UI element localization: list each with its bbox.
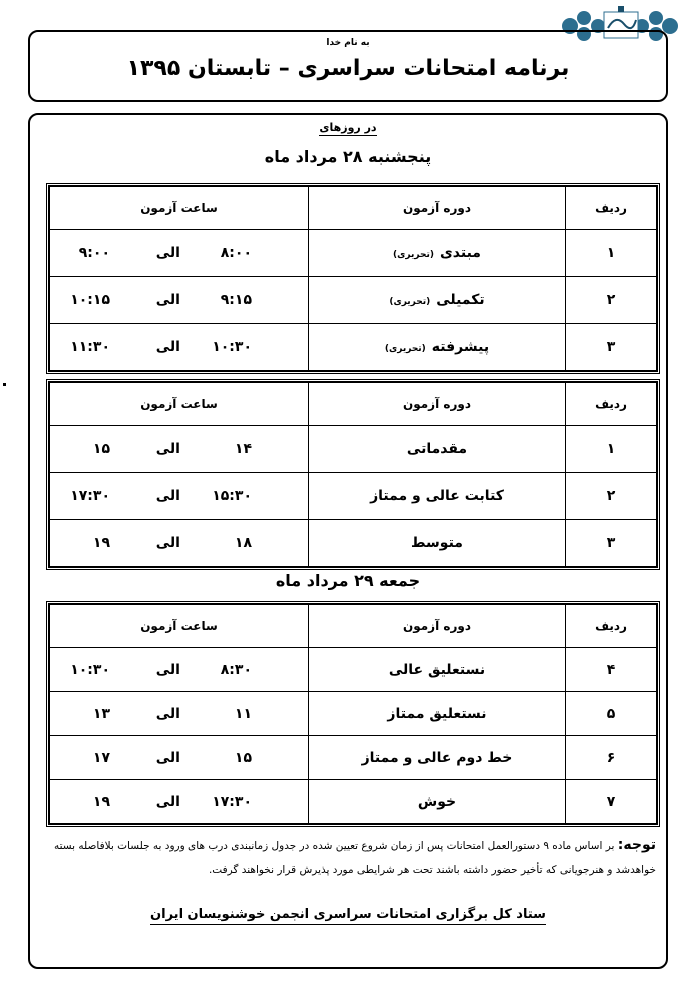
time-to-label: الی: [155, 441, 180, 457]
time-cell: [50, 473, 309, 520]
row-number: ۱: [566, 426, 657, 473]
time-end: ۱۹: [92, 535, 110, 551]
table-row: [50, 648, 657, 692]
time-cell: [50, 324, 309, 371]
table-row: [50, 692, 657, 736]
time-cell: [50, 426, 309, 473]
table-row: [50, 277, 657, 324]
notice-paragraph: [44, 833, 656, 882]
time-end: ۱۷:۳۰: [70, 488, 110, 504]
time-cell: [50, 230, 309, 277]
course-cell: [309, 277, 566, 324]
time-start: ۱۸: [234, 535, 252, 551]
course-name: کتابت عالی و ممتاز: [309, 473, 566, 520]
schedule-table-thursday-morning: [46, 183, 660, 374]
row-number: ۱: [566, 230, 657, 277]
row-number: ۷: [566, 780, 657, 824]
schedule-box: [28, 113, 668, 969]
row-number: ۶: [566, 736, 657, 780]
time-to-label: الی: [155, 488, 180, 504]
time-cell: [50, 780, 309, 824]
time-start: ۸:۰۰: [220, 245, 252, 261]
notice-label: توجه:: [617, 837, 656, 853]
time-cell: [50, 520, 309, 567]
notice-text: بر اساس ماده ۹ دستورالعمل امتحانات پس از زمان شروع تعیین شده در جدول زمانبندی درب های ورود به جلسات بلافاصله بسته خواهدشد و هنرجویانی که تأخیر حضور داشته باشند تحت هر شرایطی مورد پذیرش قرار نخواهند گرفت.: [53, 840, 656, 876]
table-header-row: [50, 605, 657, 648]
day-title-friday: جمعه ۲۹ مرداد ماه: [275, 571, 421, 590]
course-name: مبتدی: [439, 245, 481, 261]
time-end: ۱۹: [92, 793, 110, 810]
row-number: ۲: [566, 277, 657, 324]
table-row: [50, 473, 657, 520]
table-row: [50, 230, 657, 277]
time-start: ۱۰:۳۰: [212, 339, 252, 355]
header-box: [28, 30, 668, 102]
table-row: [50, 736, 657, 780]
table-row: [50, 324, 657, 371]
table-row: [50, 780, 657, 824]
day-title-thursday: پنجشنبه ۲۸ مرداد ماه: [264, 147, 432, 166]
time-start: ۱۴: [234, 441, 252, 457]
time-to-label: الی: [155, 339, 180, 355]
time-end: ۱۷: [92, 749, 110, 766]
time-start: ۸:۳۰: [220, 661, 252, 678]
time-cell: [50, 648, 309, 692]
in-days-label: در روزهای: [319, 121, 377, 134]
time-end: ۱۵: [92, 441, 110, 457]
schedule-table-thursday-afternoon: [46, 379, 660, 570]
time-start: ۱۷:۳۰: [212, 793, 252, 810]
course-tag: (تحریری): [389, 297, 431, 307]
signature: ستاد کل برگزاری امتحانات سراسری انجمن خوشنویسان ایران: [30, 907, 666, 922]
course-name: خط دوم عالی و ممتاز: [309, 736, 566, 780]
column-header-row: ردیف: [566, 383, 657, 426]
time-end: ۱۳: [92, 705, 110, 722]
time-to-label: الی: [155, 292, 180, 308]
column-header-row: ردیف: [566, 605, 657, 648]
column-header-time: ساعت آزمون: [50, 605, 309, 648]
basmala: به نام خدا: [326, 38, 370, 48]
time-end: ۱۰:۱۵: [70, 292, 110, 308]
row-number: ۴: [566, 648, 657, 692]
row-number: ۳: [566, 520, 657, 567]
course-name: مقدماتی: [309, 426, 566, 473]
time-start: ۱۱: [234, 705, 252, 722]
column-header-course: دوره آزمون: [309, 187, 566, 230]
course-cell: [309, 230, 566, 277]
course-name: نستعلیق ممتاز: [309, 692, 566, 736]
page-title: برنامه امتحانات سراسری – تابستان ۱۳۹۵: [126, 56, 570, 81]
time-cell: [50, 736, 309, 780]
margin-dot: [3, 383, 6, 386]
time-cell: [50, 692, 309, 736]
row-number: ۲: [566, 473, 657, 520]
time-to-label: الی: [155, 793, 180, 810]
time-to-label: الی: [155, 705, 180, 722]
time-end: ۱۰:۳۰: [70, 661, 110, 678]
time-start: ۹:۱۵: [220, 292, 252, 308]
table-row: [50, 520, 657, 567]
course-name: تکمیلی: [436, 292, 485, 308]
column-header-course: دوره آزمون: [309, 383, 566, 426]
course-name: متوسط: [309, 520, 566, 567]
time-start: ۱۵:۳۰: [212, 488, 252, 504]
table-header-row: [50, 187, 657, 230]
time-end: ۹:۰۰: [78, 245, 110, 261]
time-to-label: الی: [155, 535, 180, 551]
column-header-time: ساعت آزمون: [50, 383, 309, 426]
schedule-table-friday: [46, 601, 660, 827]
row-number: ۵: [566, 692, 657, 736]
time-to-label: الی: [155, 661, 180, 678]
course-tag: (تحریری): [393, 250, 434, 260]
time-start: ۱۵: [234, 749, 252, 766]
time-to-label: الی: [155, 245, 180, 261]
time-cell: [50, 277, 309, 324]
column-header-time: ساعت آزمون: [50, 187, 309, 230]
column-header-row: ردیف: [566, 187, 657, 230]
course-name: پیشرفته: [431, 339, 490, 355]
course-tag: (تحریری): [384, 344, 426, 354]
row-number: ۳: [566, 324, 657, 371]
time-end: ۱۱:۳۰: [70, 339, 110, 355]
table-header-row: [50, 383, 657, 426]
course-cell: [309, 324, 566, 371]
course-name: نستعلیق عالی: [309, 648, 566, 692]
table-row: [50, 426, 657, 473]
time-to-label: الی: [155, 749, 180, 766]
column-header-course: دوره آزمون: [309, 605, 566, 648]
course-name: خوش: [309, 780, 566, 824]
